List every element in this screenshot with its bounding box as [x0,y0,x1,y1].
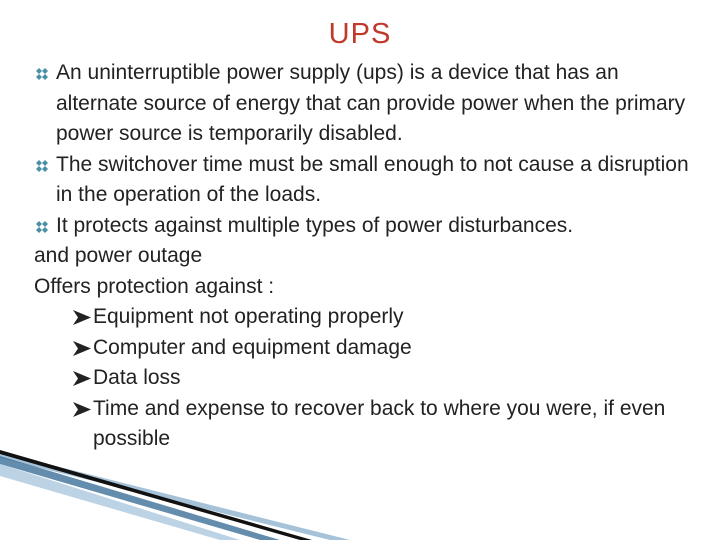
sub-bullet-item [34,333,694,364]
bullet-text: The switchover time must be small enough to not cause a disruption in the operation of the loads. [56,152,689,206]
bullet-item [34,58,694,150]
sub-bullet-text: Data loss [93,366,181,389]
bullet-item [34,211,694,242]
sub-bullet-text: Equipment not operating properly [93,305,404,328]
diamond-bullet-icon [36,160,48,172]
sub-bullet-text: Time and expense to recover back to where you were, if even possible [93,396,666,450]
slide-title: UPS [328,18,392,50]
arrow-bullet-icon [73,341,91,356]
arrow-bullet-icon [73,402,91,417]
corner-swoosh-decoration [0,450,720,540]
sub-bullet-text: Computer and equipment damage [93,335,412,359]
slide-body [34,58,694,455]
sub-bullet-item [34,363,694,394]
body-line: Offers protection against : [34,274,275,298]
bullet-text: It protects against multiple types of power disturbances. [56,213,574,237]
diamond-bullet-icon [36,221,48,233]
body-line: and power outage [34,244,203,267]
diamond-bullet-icon [36,68,48,80]
sub-bullet-item [34,394,694,455]
bullet-item [34,150,694,211]
bullet-text: An uninterruptible power supply (ups) is a device that has an alternate source of energy that can provide power when the primary power source is temporarily disabled. [56,61,686,145]
sub-bullet-item [34,302,694,333]
arrow-bullet-icon [73,310,91,325]
arrow-bullet-icon [73,371,91,386]
